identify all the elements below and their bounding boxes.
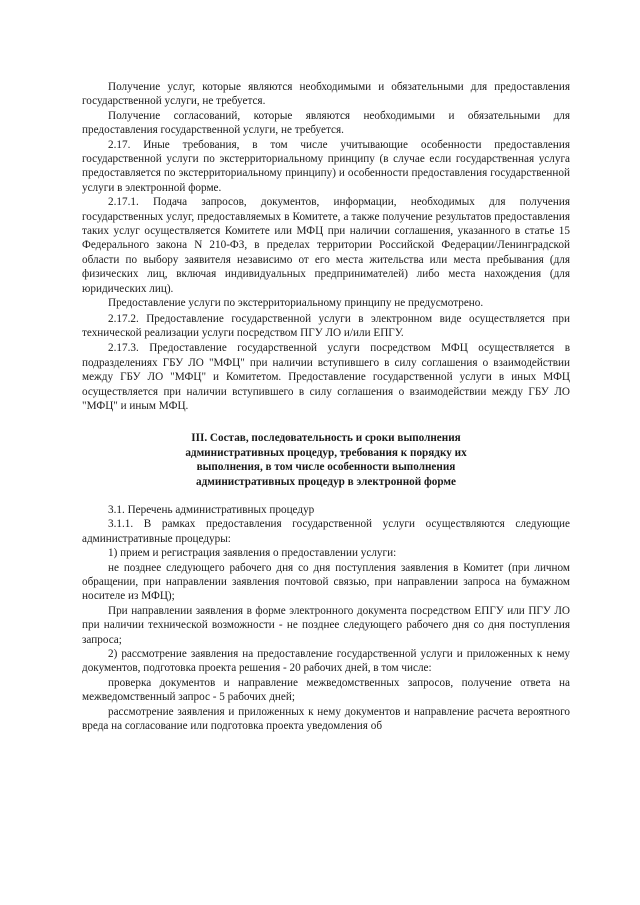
paragraph-approvals-not-required: Получение согласований, которые являются необходимыми и обязательными для предоставления государственной услуги, не требуется. xyxy=(82,109,570,137)
paragraph-2-17-1: 2.17.1. Подача запросов, документов, информации, необходимых для получения государственных услуг, предоставляемых в Комитете, а также получение результатов предоставления таких услуг осуществляется Комитете или МФЦ при наличии соглашения, указанного в статье 15 Федерального закона N 210-ФЗ, в пределах территории Российской Федерации/Ленинградской области по выбору заявителя независимо от его места жительства или места пребывания (для физических лиц, включая индивидуальных предпринимателей) либо места нахождения (для юридических лиц). xyxy=(82,196,570,295)
paragraph-electronic-submission: При направлении заявления в форме электронного документа посредством ЕПГУ или ПГУ ЛО при наличии технической возможности - не позднее следующего рабочего дня со дня поступления запроса; xyxy=(82,604,570,646)
section-heading-line: административных процедур, требования к порядку их xyxy=(185,446,467,459)
paragraph-extraterritorial: Предоставление услуги по экстерриториальному принципу не предусмотрено. xyxy=(108,297,484,310)
paragraph-step-1: 1) прием и регистрация заявления о предоставлении услуги: xyxy=(108,547,397,560)
paragraph-3-1-1: 3.1.1. В рамках предоставления государственной услуги осуществляются следующие административные процедуры: xyxy=(82,518,570,545)
paragraph-2-17-3: 2.17.3. Предоставление государственной услуги посредством МФЦ осуществляется в подразделениях ГБУ ЛО "МФЦ" при наличии вступившего в силу соглашения о взаимодействии между ГБУ ЛО "МФЦ" и Комитетом. Предоставление государственной услуги в иных МФЦ осуществляется при наличии вступившего в силу соглашения о взаимодействии между ГБУ ЛО "МФЦ" и иным МФЦ. xyxy=(82,342,570,412)
paragraph-document-check: проверка документов и направление межведомственных запросов, получение ответа на межведомственный запрос - 5 рабочих дней; xyxy=(82,676,570,704)
section-heading-iii xyxy=(110,431,542,489)
paragraph-step-2: 2) рассмотрение заявления на предоставление государственной услуги и приложенных к нему документов, подготовка проекта решения - 20 рабочих дней, в том числе: xyxy=(82,648,570,675)
section-heading-line: административных процедур в электронной форме xyxy=(196,475,456,488)
paragraph-2-17: 2.17. Иные требования, в том числе учитывающие особенности предоставления государственной услуги по экстерриториальному принципу (в случае если государственная услуга предоставляется по экстерриториальному принципу) и особенности предоставления государственной услуги в электронной форме. xyxy=(82,138,570,194)
document-page xyxy=(82,80,570,733)
paragraph-services-not-required: Получение услуг, которые являются необходимыми и обязательными для предоставления государственной услуги, не требуется. xyxy=(82,81,570,108)
paragraph-step-1-deadline: не позднее следующего рабочего дня со дня поступления заявления в Комитет (при личном обращении, при направлении заявления почтовой связью, при направлении запроса на бумажном носителе из МФЦ); xyxy=(82,561,570,603)
section-heading-line: выполнения, в том числе особенности выполнения xyxy=(196,461,456,474)
paragraph-2-17-2: 2.17.2. Предоставление государственной услуги в электронном виде осуществляется при технической реализации услуги посредством ПГУ ЛО и/или ЕПГУ. xyxy=(82,312,570,339)
section-heading-line: III. Состав, последовательность и сроки выполнения xyxy=(191,432,461,445)
paragraph-application-review: рассмотрение заявления и приложенных к нему документов и направление расчета вероятного вреда на согласование или подготовка проекта уведомления об xyxy=(82,705,570,733)
paragraph-3-1: 3.1. Перечень административных процедур xyxy=(108,503,315,516)
